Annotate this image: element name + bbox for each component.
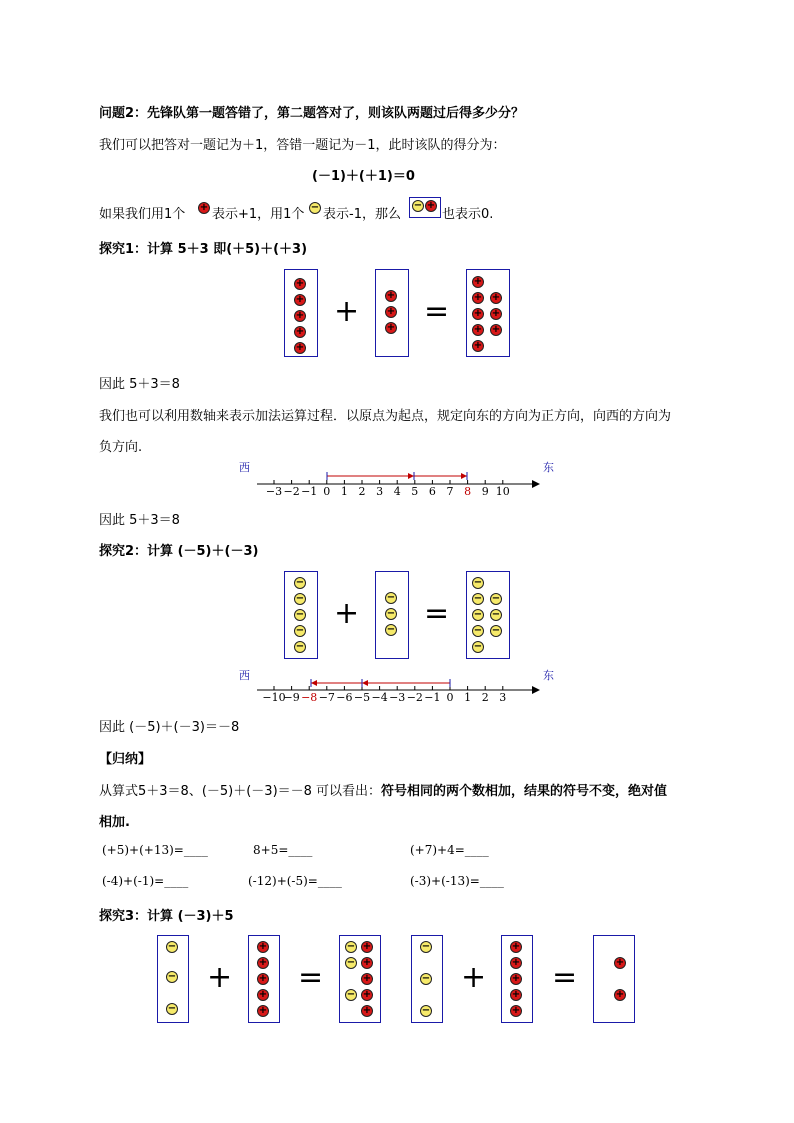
negative-chip-icon: − (167, 1003, 177, 1014)
axis1-west-label: 西 (239, 461, 250, 474)
axis-tick-label: −1 (301, 485, 318, 498)
positive-chip-icon: + (473, 308, 483, 319)
axis-tick-label: −8 (301, 691, 318, 704)
positive-chip-icon: + (362, 1005, 372, 1016)
positive-chip-icon: + (199, 202, 209, 213)
plus-sign: + (334, 294, 360, 329)
equals-sign-2: = (424, 596, 450, 631)
negative-chip-icon: − (386, 624, 396, 635)
axis2-west-label: 西 (239, 669, 250, 682)
exercise-2: 8+5=____ (253, 843, 313, 857)
negative-chip-icon: − (167, 941, 177, 952)
positive-chip-icon: + (362, 989, 372, 1000)
negative-chip-icon: − (310, 202, 320, 213)
negative-chip-icon: − (421, 941, 431, 952)
positive-chip-icon: + (615, 957, 625, 968)
zero-pair-negative-icon: − (413, 200, 423, 211)
axis-tick-label: 5 (411, 485, 419, 498)
positive-chip-icon: + (362, 957, 372, 968)
explore-2-title: 探究2：计算 (－5)＋(－3) (99, 544, 259, 559)
negative-chip-icon: − (295, 609, 305, 620)
positive-chip-icon: + (473, 324, 483, 335)
conclusion-1b: 因此 5＋3＝8 (99, 513, 180, 528)
axis-tick-label: −9 (283, 691, 300, 704)
axis1-east-label: 东 (543, 461, 554, 474)
negative-chip-icon: − (473, 641, 483, 652)
conclusion-2: 因此 (－5)＋(－3)＝－8 (99, 720, 240, 735)
paragraph-scoring: 我们可以把答对一题记为＋1，答错一题记为－1，此时该队的得分为： (99, 138, 506, 153)
negative-chip-icon: − (386, 608, 396, 619)
negative-chip-icon: − (473, 593, 483, 604)
equals-sign-4: = (552, 960, 578, 995)
negative-chip-icon: − (346, 941, 356, 952)
summary-line-2: 相加. (99, 815, 130, 830)
negative-chip-icon: − (295, 593, 305, 604)
negative-chip-icon: − (491, 609, 501, 620)
negative-chip-icon: − (421, 973, 431, 984)
axis-tick-label: 2 (358, 485, 366, 498)
positive-chip-icon: + (491, 292, 501, 303)
negative-chip-icon: − (386, 592, 396, 603)
axis-tick-label: −6 (336, 691, 353, 704)
axis-tick-label: 4 (393, 485, 401, 498)
equals-sign: = (424, 294, 450, 329)
positive-chip-icon: + (473, 292, 483, 303)
positive-chip-icon: + (386, 290, 396, 301)
negative-chip-icon: − (346, 989, 356, 1000)
chip-text-b: 表示+1，用1个 (212, 207, 305, 222)
positive-chip-icon: + (258, 957, 268, 968)
negative-chip-icon: − (295, 625, 305, 636)
paragraph-number-line-2: 负方向. (99, 440, 143, 455)
axis-tick-label: 3 (499, 691, 507, 704)
equation-1: (－1)＋(＋1)＝0 (312, 169, 415, 184)
negative-chip-icon: − (491, 625, 501, 636)
axis-tick-label: 3 (376, 485, 384, 498)
exercise-1: (+5)+(+13)=____ (102, 843, 208, 857)
axis-tick-label: 1 (464, 691, 472, 704)
explore-1-title: 探究1：计算 5＋3 即(＋5)＋(＋3) (99, 242, 308, 257)
axis-tick-label: −7 (318, 691, 335, 704)
negative-chip-icon: − (295, 577, 305, 588)
summary-text-b: 符号相同的两个数相加，结果的符号不变，绝对值 (381, 784, 668, 799)
summary-heading: 【归纳】 (99, 752, 152, 767)
positive-chip-icon: + (511, 957, 521, 968)
positive-chip-icon: + (491, 308, 501, 319)
positive-chip-icon: + (386, 306, 396, 317)
axis-tick-label: 8 (464, 485, 472, 498)
positive-chip-icon: + (511, 941, 521, 952)
axis2-east-label: 东 (543, 669, 554, 682)
explore3-box-6 (593, 935, 635, 1023)
negative-chip-icon: − (491, 593, 501, 604)
positive-chip-icon: + (511, 989, 521, 1000)
axis-tick-label: 1 (340, 485, 348, 498)
positive-chip-icon: + (386, 322, 396, 333)
axis-tick-label: 0 (323, 485, 331, 498)
summary-text-a: 从算式5＋3＝8、(－5)＋(－3)＝－8 可以看出： (99, 784, 382, 799)
positive-chip-icon: + (258, 1005, 268, 1016)
axis-tick-label: 2 (481, 691, 489, 704)
positive-chip-icon: + (473, 340, 483, 351)
axis-tick-label: −1 (424, 691, 441, 704)
chip-text-a: 如果我们用1个 (99, 207, 186, 222)
explore-3-title: 探究3：计算 (－3)＋5 (99, 909, 234, 924)
exercise-3: (+7)+4=____ (410, 843, 489, 857)
positive-chip-icon: + (258, 973, 268, 984)
positive-chip-icon: + (258, 941, 268, 952)
negative-chip-icon: − (421, 1005, 431, 1016)
conclusion-1: 因此 5＋3＝8 (99, 377, 180, 392)
plus-sign-2: + (334, 596, 360, 631)
axis-tick-label: 10 (495, 485, 510, 498)
negative-chip-icon: − (473, 577, 483, 588)
equals-sign-3: = (298, 960, 324, 995)
question-2: 问题2：先锋队第一题答错了，第二题答对了，则该队两题过后得多少分？ (99, 106, 525, 121)
axis-tick-label: 9 (481, 485, 489, 498)
negative-chip-icon: − (473, 609, 483, 620)
negative-chip-icon: − (346, 957, 356, 968)
negative-chip-icon: − (473, 625, 483, 636)
exercise-4: (-4)+(-1)=____ (102, 874, 189, 888)
positive-chip-icon: + (362, 973, 372, 984)
exercise-6: (-3)+(-13)=____ (410, 874, 504, 888)
positive-chip-icon: + (295, 326, 305, 337)
chip-text-d: 也表示0. (442, 207, 494, 222)
positive-chip-icon: + (362, 941, 372, 952)
axis-tick-label: −3 (265, 485, 283, 498)
positive-chip-icon: + (295, 278, 305, 289)
zero-pair-positive-icon: + (426, 200, 436, 211)
positive-chip-icon: + (295, 342, 305, 353)
negative-chip-icon: − (167, 971, 177, 982)
axis-tick-label: −2 (406, 691, 423, 704)
positive-chip-icon: + (295, 294, 305, 305)
axis-tick-label: 7 (446, 485, 454, 498)
positive-chip-icon: + (615, 989, 625, 1000)
axis-tick-label: −2 (283, 485, 300, 498)
axis-tick-label: 6 (428, 485, 436, 498)
axis-tick-label: 0 (446, 691, 454, 704)
positive-chip-icon: + (258, 989, 268, 1000)
axis-tick-label: −10 (262, 691, 286, 704)
positive-chip-icon: + (511, 1005, 521, 1016)
axis-tick-label: −3 (389, 691, 406, 704)
axis-tick-label: −4 (371, 691, 388, 704)
chip-text-c: 表示-1，那么 (323, 207, 401, 222)
positive-chip-icon: + (295, 310, 305, 321)
paragraph-number-line: 我们也可以利用数轴来表示加法运算过程．以原点为起点，规定向东的方向为正方向，向西的方向为 (99, 409, 672, 424)
summary-line-1 (99, 780, 667, 799)
axis-tick-label: −5 (353, 691, 371, 704)
positive-chip-icon: + (511, 973, 521, 984)
positive-chip-icon: + (491, 324, 501, 335)
plus-sign-4: + (461, 960, 487, 995)
plus-sign-3: + (207, 960, 233, 995)
negative-chip-icon: − (295, 641, 305, 652)
positive-chip-icon: + (473, 276, 483, 287)
exercise-5: (-12)+(-5)=____ (248, 874, 342, 888)
